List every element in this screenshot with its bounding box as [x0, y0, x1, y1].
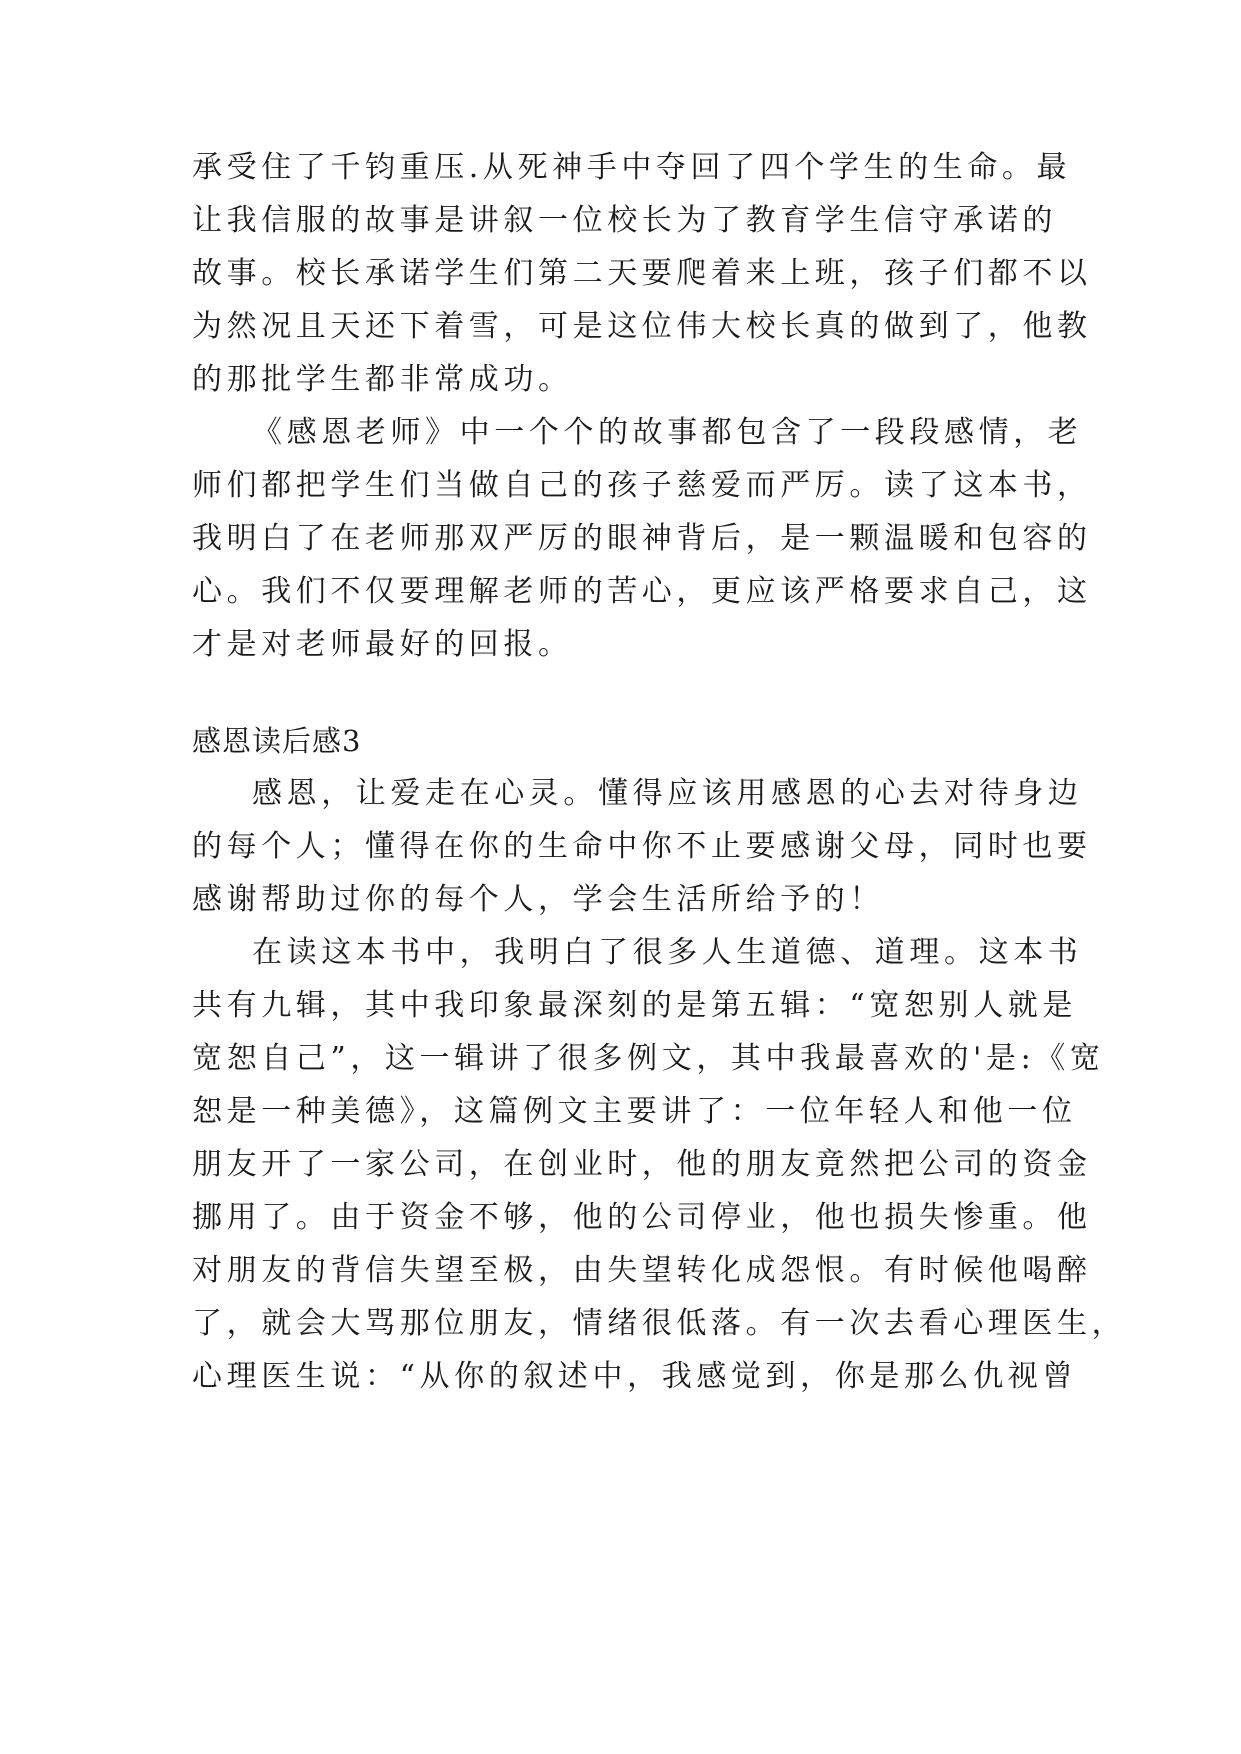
paragraph-start-line: 《感恩老师》中一个个的故事都包含了一段段感情，老: [252, 415, 1083, 450]
text-line: 让我信服的故事是讲叙一位校长为了教育学生信守承诺的: [192, 203, 1057, 238]
text-line: 心理医生说：“从你的叙述中，我感觉到，你是那么仇视曾: [192, 1359, 1077, 1394]
text-line: 对朋友的背信失望至极，由失望转化成怨恨。有时候他喝醉: [192, 1253, 1092, 1288]
text-line: 为然况且天还下着雪，可是这位伟大校长真的做到了，他教: [192, 309, 1092, 344]
text-line: 心。我们不仅要理解老师的苦心，更应该严格要求自己，这: [192, 574, 1092, 609]
text-line: 共有九辑，其中我印象最深刻的是第五辑：“宽恕别人就是: [192, 988, 1077, 1023]
text-line: 宽恕自己”，这一辑讲了很多例文，其中我最喜欢的'是:《宽: [192, 1041, 1105, 1076]
text-line: 恕是一种美德》，这篇例文主要讲了：一位年轻人和他一位: [192, 1094, 1077, 1129]
text-line: 朋友开了一家公司，在创业时，他的朋友竟然把公司的资金: [192, 1147, 1092, 1182]
paragraph-start-line: 在读这本书中，我明白了很多人生道德、道理。这本书: [252, 935, 1083, 970]
text-line: 了，就会大骂那位朋友，情绪很低落。有一次去看心理医生，: [192, 1306, 1127, 1341]
text-line: 我明白了在老师那双严厉的眼神背后，是一颗温暖和包容的: [192, 521, 1092, 556]
text-line: 才是对老师最好的回报。: [192, 627, 573, 662]
text-line: 感谢帮助过你的每个人，学会生活所给予的！: [192, 882, 884, 917]
paragraph-start-line: 感恩，让爱走在心灵。懂得应该用感恩的心去对待身边: [252, 776, 1083, 811]
section-heading: 感恩读后感3: [192, 724, 362, 758]
text-line: 师们都把学生们当做自己的孩子慈爱而严厉。读了这本书，: [192, 468, 1092, 503]
text-line: 挪用了。由于资金不够，他的公司停业，他也损失惨重。他: [192, 1200, 1092, 1235]
text-line: 故事。校长承诺学生们第二天要爬着来上班，孩子们都不以: [192, 256, 1092, 291]
text-line: 承受住了千钧重压.从死神手中夺回了四个学生的生命。最: [192, 150, 1072, 185]
text-line: 的那批学生都非常成功。: [192, 362, 573, 397]
text-line: 的每个人；懂得在你的生命中你不止要感谢父母，同时也要: [192, 829, 1092, 864]
